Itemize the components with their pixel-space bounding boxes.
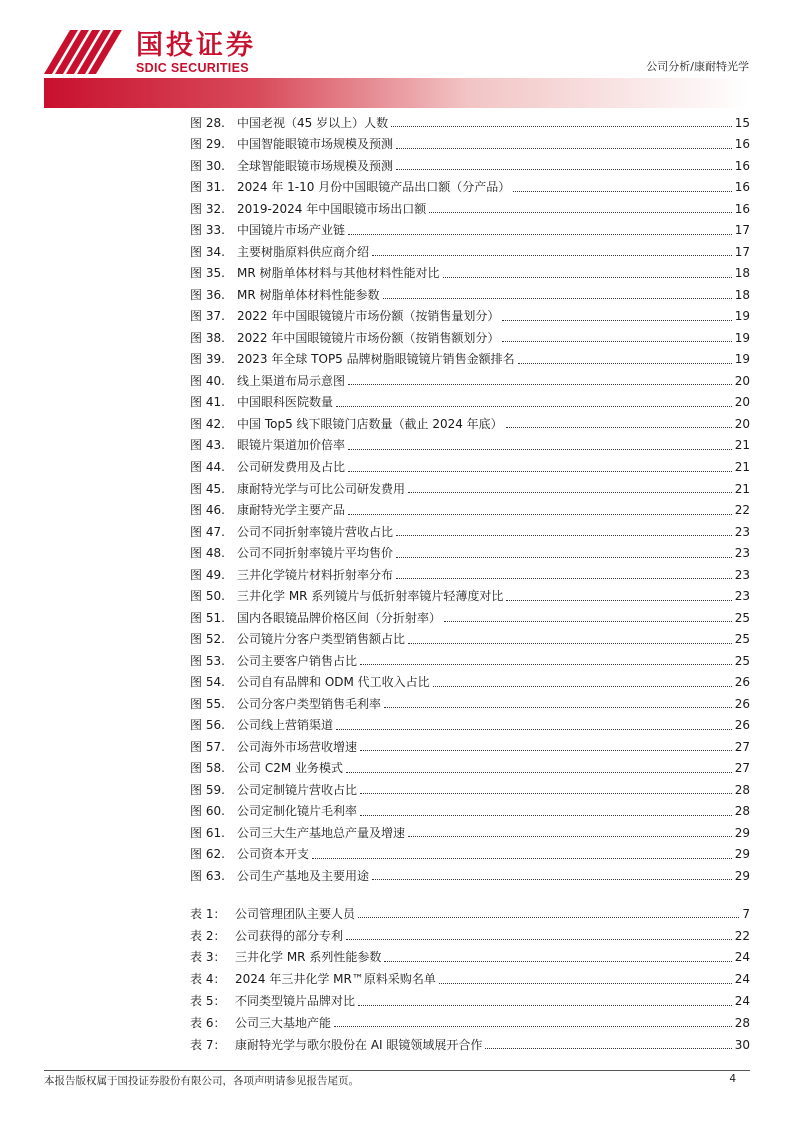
entry-title: 2022 年中国眼镜镜片市场份额（按销售量划分） xyxy=(237,309,500,324)
dot-leader xyxy=(358,1005,732,1006)
entry-title: 公司定制化镜片毛利率 xyxy=(237,804,358,819)
entry-page-number: 19 xyxy=(734,330,750,345)
entry-label: 图 60. xyxy=(190,804,225,819)
entry-label: 图 43. xyxy=(190,438,225,453)
toc-figure-entry[interactable] xyxy=(190,456,750,478)
entry-page-number: 23 xyxy=(734,524,750,539)
toc-figure-entry[interactable] xyxy=(190,349,750,371)
entry-label: 图 42. xyxy=(190,416,225,431)
entry-page-number: 26 xyxy=(734,675,750,690)
toc-figure-entry[interactable] xyxy=(190,220,750,242)
dot-leader xyxy=(506,427,732,428)
entry-title: 公司生产基地及主要用途 xyxy=(237,868,370,883)
dot-leader xyxy=(396,557,732,558)
entry-title: 公司自有品牌和 ODM 代工收入占比 xyxy=(237,675,430,690)
dot-leader xyxy=(506,600,731,601)
page-number: 4 xyxy=(729,1073,736,1085)
entry-page-number: 20 xyxy=(734,416,750,431)
dot-leader xyxy=(429,212,731,213)
toc-figure-entry[interactable] xyxy=(190,671,750,693)
entry-label: 图 46. xyxy=(190,503,225,518)
entry-page-number: 22 xyxy=(734,503,750,518)
toc-figure-entry[interactable] xyxy=(190,241,750,263)
toc-figure-entry[interactable] xyxy=(190,844,750,866)
toc-figure-entry[interactable] xyxy=(190,865,750,887)
toc-table-entry[interactable] xyxy=(190,990,750,1012)
toc-figure-entry[interactable] xyxy=(190,736,750,758)
entry-page-number: 29 xyxy=(734,868,750,883)
entry-title: 公司 C2M 业务模式 xyxy=(237,761,343,776)
entry-label: 图 35. xyxy=(190,266,225,281)
dot-leader xyxy=(372,255,732,256)
dot-leader xyxy=(396,535,732,536)
toc-figure-entry[interactable] xyxy=(190,564,750,586)
dot-leader xyxy=(433,686,732,687)
entry-label: 表 5： xyxy=(190,994,226,1009)
dot-leader xyxy=(383,298,732,299)
entry-label: 图 29. xyxy=(190,137,225,152)
entry-title: 中国镜片市场产业链 xyxy=(237,223,346,238)
entry-label: 图 45. xyxy=(190,481,225,496)
entry-label: 表 7： xyxy=(190,1037,226,1052)
entry-page-number: 29 xyxy=(734,847,750,862)
toc-figure-entry[interactable] xyxy=(190,284,750,306)
entry-title: 全球智能眼镜市场规模及预测 xyxy=(237,158,394,173)
entry-page-number: 22 xyxy=(734,928,750,943)
toc-figure-entry[interactable] xyxy=(190,435,750,457)
entry-title: 公司三大生产基地总产量及增速 xyxy=(237,825,406,840)
table-list xyxy=(190,903,750,1056)
dot-leader xyxy=(502,341,731,342)
entry-title: MR 树脂单体材料与其他材料性能对比 xyxy=(237,266,440,281)
dot-leader xyxy=(443,277,732,278)
dot-leader xyxy=(360,815,732,816)
dot-leader xyxy=(513,191,732,192)
dot-leader xyxy=(336,729,732,730)
dot-leader xyxy=(334,1026,732,1027)
entry-page-number: 27 xyxy=(734,739,750,754)
entry-title: 2023 年全球 TOP5 品牌树脂眼镜镜片销售金额排名 xyxy=(237,352,515,367)
entry-title: 康耐特光学主要产品 xyxy=(237,503,346,518)
entry-label: 图 36. xyxy=(190,287,225,302)
entry-title: 不同类型镜片品牌对比 xyxy=(235,994,356,1009)
dot-leader xyxy=(396,169,732,170)
entry-page-number: 21 xyxy=(734,460,750,474)
toc-figure-entry[interactable] xyxy=(190,306,750,328)
entry-page-number: 18 xyxy=(734,266,750,281)
toc-table-entry[interactable] xyxy=(190,925,750,947)
entry-page-number: 24 xyxy=(734,994,750,1009)
entry-label: 图 39. xyxy=(190,352,225,367)
entry-page-number: 23 xyxy=(734,567,750,582)
dot-leader xyxy=(360,750,732,751)
toc-figure-entry[interactable] xyxy=(190,413,750,435)
entry-label: 图 38. xyxy=(190,330,225,345)
entry-page-number: 16 xyxy=(734,137,750,152)
entry-page-number: 16 xyxy=(734,158,750,173)
entry-title: 康耐特光学与歌尔股份在 AI 眼镜领域展开合作 xyxy=(235,1037,483,1052)
entry-label: 图 55. xyxy=(190,696,225,711)
toc-table-entry[interactable] xyxy=(190,947,750,969)
entry-page-number: 23 xyxy=(734,546,750,561)
entry-label: 图 52. xyxy=(190,632,225,647)
entry-page-number: 27 xyxy=(734,761,750,776)
entry-page-number: 16 xyxy=(734,201,750,216)
entry-page-number: 24 xyxy=(734,950,750,965)
entry-page-number: 20 xyxy=(734,395,750,410)
entry-label: 图 62. xyxy=(190,847,225,862)
entry-title: 眼镜片渠道加价倍率 xyxy=(237,438,346,453)
dot-leader xyxy=(396,148,732,149)
entry-page-number: 26 xyxy=(734,696,750,711)
dot-leader xyxy=(372,879,732,880)
entry-page-number: 24 xyxy=(734,972,750,987)
entry-label: 图 56. xyxy=(190,718,225,733)
entry-title: 中国老视（45 岁以上）人数 xyxy=(237,115,389,130)
dot-leader xyxy=(360,664,732,665)
dot-leader xyxy=(348,471,732,472)
entry-title: 主要树脂原料供应商介绍 xyxy=(237,244,370,259)
entry-label: 图 33. xyxy=(190,223,225,238)
entry-page-number: 18 xyxy=(734,287,750,302)
entry-label: 图 53. xyxy=(190,653,225,668)
entry-page-number: 17 xyxy=(734,244,750,259)
entry-title: 公司镜片分客户类型销售额占比 xyxy=(237,632,406,647)
toc-figure-entry[interactable] xyxy=(190,542,750,564)
entry-title: 公司分客户类型销售毛利率 xyxy=(237,696,382,711)
logo-english-name: SDIC SECURITIES xyxy=(136,61,249,75)
dot-leader xyxy=(391,126,732,127)
entry-page-number: 16 xyxy=(734,180,750,195)
entry-label: 图 47. xyxy=(190,524,225,539)
footer-disclaimer: 本报告版权属于国投证券股份有限公司，各项声明请参见报告尾页。 xyxy=(44,1075,359,1087)
dot-leader xyxy=(312,858,732,859)
entry-page-number: 25 xyxy=(734,632,750,647)
entry-page-number: 23 xyxy=(734,589,750,604)
entry-label: 图 54. xyxy=(190,675,225,690)
toc-figure-entry[interactable] xyxy=(190,370,750,392)
toc-figure-entry[interactable] xyxy=(190,198,750,220)
entry-page-number: 19 xyxy=(734,309,750,324)
entry-title: 中国眼科医院数量 xyxy=(237,395,334,410)
dot-leader xyxy=(485,1048,731,1049)
dot-leader xyxy=(439,983,732,984)
entry-title: 公司海外市场营收增速 xyxy=(237,739,358,754)
entry-label: 图 59. xyxy=(190,782,225,797)
entry-page-number: 20 xyxy=(734,373,750,388)
dot-leader xyxy=(408,836,732,837)
entry-page-number: 19 xyxy=(734,352,750,367)
toc-figure-entry[interactable] xyxy=(190,607,750,629)
dot-leader xyxy=(348,234,732,235)
entry-title: 线上渠道布局示意图 xyxy=(237,373,346,388)
report-category: 公司分析/康耐特光学 xyxy=(646,60,749,73)
entry-title: 公司不同折射率镜片营收占比 xyxy=(237,524,394,539)
toc-figure-entry[interactable] xyxy=(190,650,750,672)
entry-page-number: 17 xyxy=(734,223,750,238)
dot-leader xyxy=(384,961,731,962)
entry-title: 公司管理团队主要人员 xyxy=(235,906,356,921)
entry-title: 公司资本开支 xyxy=(237,847,310,862)
entry-label: 图 50. xyxy=(190,589,225,604)
footer-divider xyxy=(44,1070,750,1071)
entry-label: 图 28. xyxy=(190,115,225,130)
sdic-logo-icon xyxy=(44,30,126,74)
entry-title: 三井化学 MR 系列镜片与低折射率镜片轻薄度对比 xyxy=(237,589,504,604)
entry-label: 表 6： xyxy=(190,1015,226,1030)
toc-figure-entry[interactable] xyxy=(190,478,750,500)
toc-figure-entry[interactable] xyxy=(190,779,750,801)
entry-page-number: 21 xyxy=(734,438,750,453)
toc-table-entry[interactable] xyxy=(190,1034,750,1056)
entry-label: 表 3： xyxy=(190,950,226,965)
entry-label: 图 41. xyxy=(190,395,225,410)
entry-page-number: 28 xyxy=(734,782,750,797)
dot-leader xyxy=(408,492,732,493)
entry-page-number: 25 xyxy=(734,653,750,668)
entry-title: 2024 年三井化学 MR™原料采购名单 xyxy=(235,972,436,987)
dot-leader xyxy=(444,621,732,622)
entry-title: 公司获得的部分专利 xyxy=(235,928,344,943)
header-gradient-bar xyxy=(44,78,750,108)
entry-title: 国内各眼镜品牌价格区间（分折射率） xyxy=(237,610,442,625)
entry-title: 公司不同折射率镜片平均售价 xyxy=(237,546,394,561)
entry-page-number: 15 xyxy=(734,115,750,130)
entry-label: 图 32. xyxy=(190,201,225,216)
dot-leader xyxy=(502,320,731,321)
dot-leader xyxy=(396,578,732,579)
dot-leader xyxy=(360,793,732,794)
toc-figure-entry[interactable] xyxy=(190,628,750,650)
entry-label: 图 63. xyxy=(190,868,225,883)
toc-figure-entry[interactable] xyxy=(190,263,750,285)
entry-page-number: 30 xyxy=(734,1037,750,1052)
toc-figure-entry[interactable] xyxy=(190,757,750,779)
entry-page-number: 29 xyxy=(734,825,750,840)
toc-table-entry[interactable] xyxy=(190,968,750,990)
entry-label: 图 49. xyxy=(190,567,225,582)
entry-label: 图 37. xyxy=(190,309,225,324)
entry-title: 中国 Top5 线下眼镜门店数量（截止 2024 年底） xyxy=(237,416,503,431)
entry-title: 公司线上营销渠道 xyxy=(237,718,334,733)
entry-title: 中国智能眼镜市场规模及预测 xyxy=(237,137,394,152)
entry-label: 图 58. xyxy=(190,761,225,776)
entry-label: 表 1： xyxy=(190,906,226,921)
entry-label: 图 40. xyxy=(190,373,225,388)
company-logo xyxy=(44,30,264,74)
entry-label: 表 4： xyxy=(190,972,226,987)
entry-label: 表 2： xyxy=(190,928,226,943)
dot-leader xyxy=(348,449,732,450)
entry-label: 图 61. xyxy=(190,825,225,840)
entry-label: 图 51. xyxy=(190,610,225,625)
toc-figure-entry[interactable] xyxy=(190,499,750,521)
dot-leader xyxy=(336,406,732,407)
entry-title: MR 树脂单体材料性能参数 xyxy=(237,287,380,302)
dot-leader xyxy=(348,514,732,515)
entry-title: 2024 年 1-10 月份中国眼镜产品出口额（分产品） xyxy=(237,180,511,195)
entry-page-number: 25 xyxy=(734,610,750,625)
dot-leader xyxy=(518,363,732,364)
dot-leader xyxy=(358,917,739,918)
entry-page-number: 28 xyxy=(734,1015,750,1030)
entry-label: 图 30. xyxy=(190,158,225,173)
dot-leader xyxy=(348,384,732,385)
toc-figure-entry[interactable] xyxy=(190,822,750,844)
figure-list xyxy=(190,112,750,887)
entry-label: 图 57. xyxy=(190,739,225,754)
entry-title: 2019-2024 年中国眼镜市场出口额 xyxy=(237,201,427,216)
toc-table-entry[interactable] xyxy=(190,1012,750,1034)
entry-title: 公司主要客户销售占比 xyxy=(237,653,358,668)
toc-figure-entry[interactable] xyxy=(190,155,750,177)
toc-figure-entry[interactable] xyxy=(190,521,750,543)
entry-label: 图 48. xyxy=(190,546,225,561)
entry-label: 图 34. xyxy=(190,244,225,259)
dot-leader xyxy=(346,939,732,940)
entry-title: 公司定制镜片营收占比 xyxy=(237,782,358,797)
entry-title: 2022 年中国眼镜镜片市场份额（按销售额划分） xyxy=(237,330,500,345)
entry-title: 三井化学镜片材料折射率分布 xyxy=(237,567,394,582)
toc-figure-entry[interactable] xyxy=(190,112,750,134)
toc-figure-entry[interactable] xyxy=(190,714,750,736)
toc-figure-entry[interactable] xyxy=(190,801,750,823)
toc-table-entry[interactable] xyxy=(190,903,750,925)
entry-page-number: 28 xyxy=(734,804,750,819)
toc-figure-entry[interactable] xyxy=(190,177,750,199)
toc-figure-entry[interactable] xyxy=(190,585,750,607)
entry-page-number: 7 xyxy=(742,906,750,921)
entry-title: 康耐特光学与可比公司研发费用 xyxy=(237,481,406,496)
entry-label: 图 44. xyxy=(190,460,225,474)
entry-label: 图 31. xyxy=(190,180,225,195)
entry-title: 三井化学 MR 系列性能参数 xyxy=(235,950,382,965)
dot-leader xyxy=(408,643,732,644)
dot-leader xyxy=(346,772,732,773)
toc-figure-entry[interactable] xyxy=(190,392,750,414)
entry-page-number: 26 xyxy=(734,718,750,733)
entry-title: 公司三大基地产能 xyxy=(235,1015,332,1030)
dot-leader xyxy=(384,707,732,708)
toc-figure-entry[interactable] xyxy=(190,134,750,156)
logo-chinese-name: 国投证券 xyxy=(136,30,256,61)
toc-figure-entry[interactable] xyxy=(190,327,750,349)
toc-figure-entry[interactable] xyxy=(190,693,750,715)
entry-title: 公司研发费用及占比 xyxy=(237,460,346,474)
entry-page-number: 21 xyxy=(734,481,750,496)
